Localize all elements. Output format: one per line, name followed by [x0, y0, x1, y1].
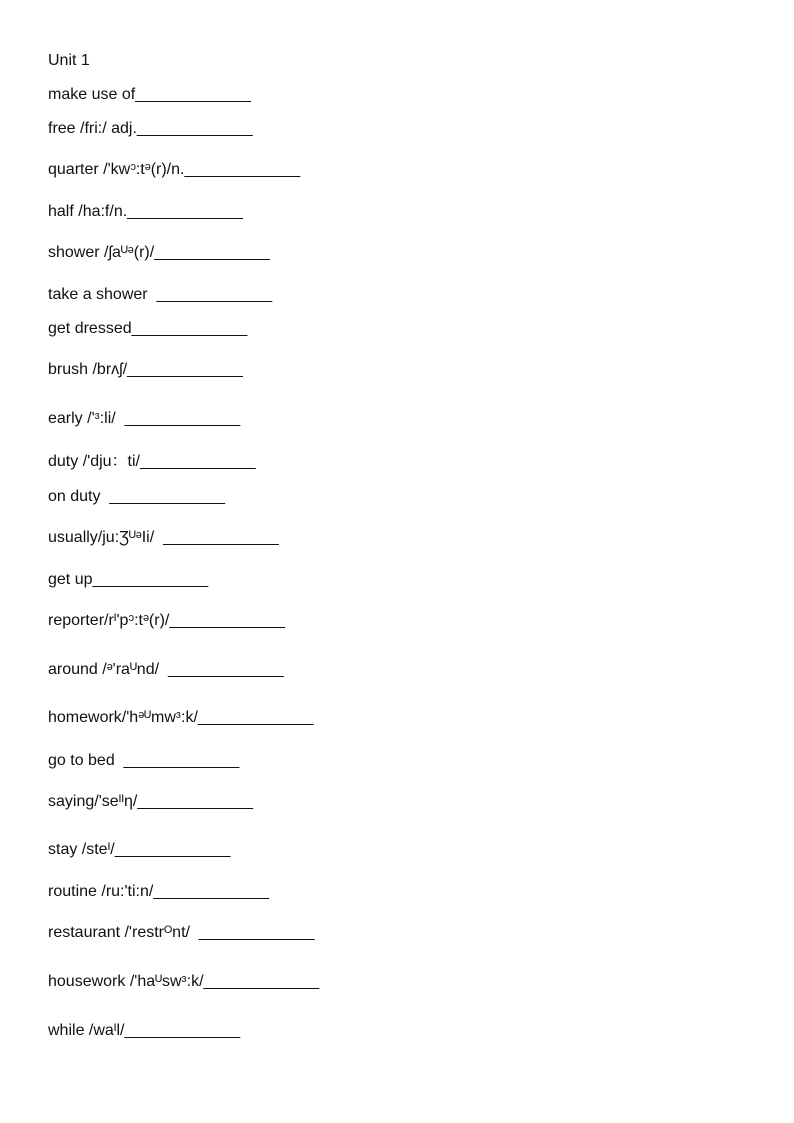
vocab-item-on-duty: on duty _____________	[48, 488, 226, 505]
vocab-item-brush: brush /brᴧʃ/_____________	[48, 361, 243, 378]
vocab-item-go-to-bed: go to bed _____________	[48, 752, 240, 769]
vocab-item-shower: shower /ʃaᵁᵊ(r)/_____________	[48, 244, 270, 261]
vocab-item-reporter: reporter/rᴵ'pᵓ:tᵊ(r)/_____________	[48, 612, 286, 629]
vocab-item-homework: homework/'hᵊᵁmwᶟ:k/_____________	[48, 709, 314, 726]
vocab-item-around: around /ᵊ'raᵁnd/ _____________	[48, 661, 284, 678]
vocab-item-stay: stay /steᴵ/_____________	[48, 841, 231, 858]
vocab-item-duty: duty /'dju：ti/_____________	[48, 453, 256, 470]
vocab-item-make-use-of: make use of_____________	[48, 86, 251, 103]
vocab-item-early: early /'ᶟ:li/ _____________	[48, 410, 241, 427]
vocab-item-get-up: get up_____________	[48, 571, 209, 588]
vocab-item-take-a-shower: take a shower _____________	[48, 286, 273, 303]
vocab-item-housework: housework /'haᵁswᶟ:k/_____________	[48, 973, 320, 990]
vocab-item-while: while /waᴵl/_____________	[48, 1022, 241, 1039]
vocab-item-saying: saying/'seᴵᴵƞ/_____________	[48, 793, 254, 810]
vocab-item-get-dressed: get dressed_____________	[48, 320, 248, 337]
vocab-item-free: free /fri:/ adj._____________	[48, 120, 253, 137]
vocab-item-half: half /ha:f/n._____________	[48, 203, 243, 220]
vocab-item-usually: usually/ju:ƷᵁᵊIi/ _____________	[48, 529, 279, 546]
vocab-item-routine: routine /ru:'ti:n/_____________	[48, 883, 270, 900]
vocab-item-quarter: quarter /'kwᵓ:tᵊ(r)/n._____________	[48, 161, 301, 178]
unit-title: Unit 1	[48, 52, 90, 69]
vocab-item-restaurant: restaurant /'restrᴼnt/ _____________	[48, 924, 315, 941]
